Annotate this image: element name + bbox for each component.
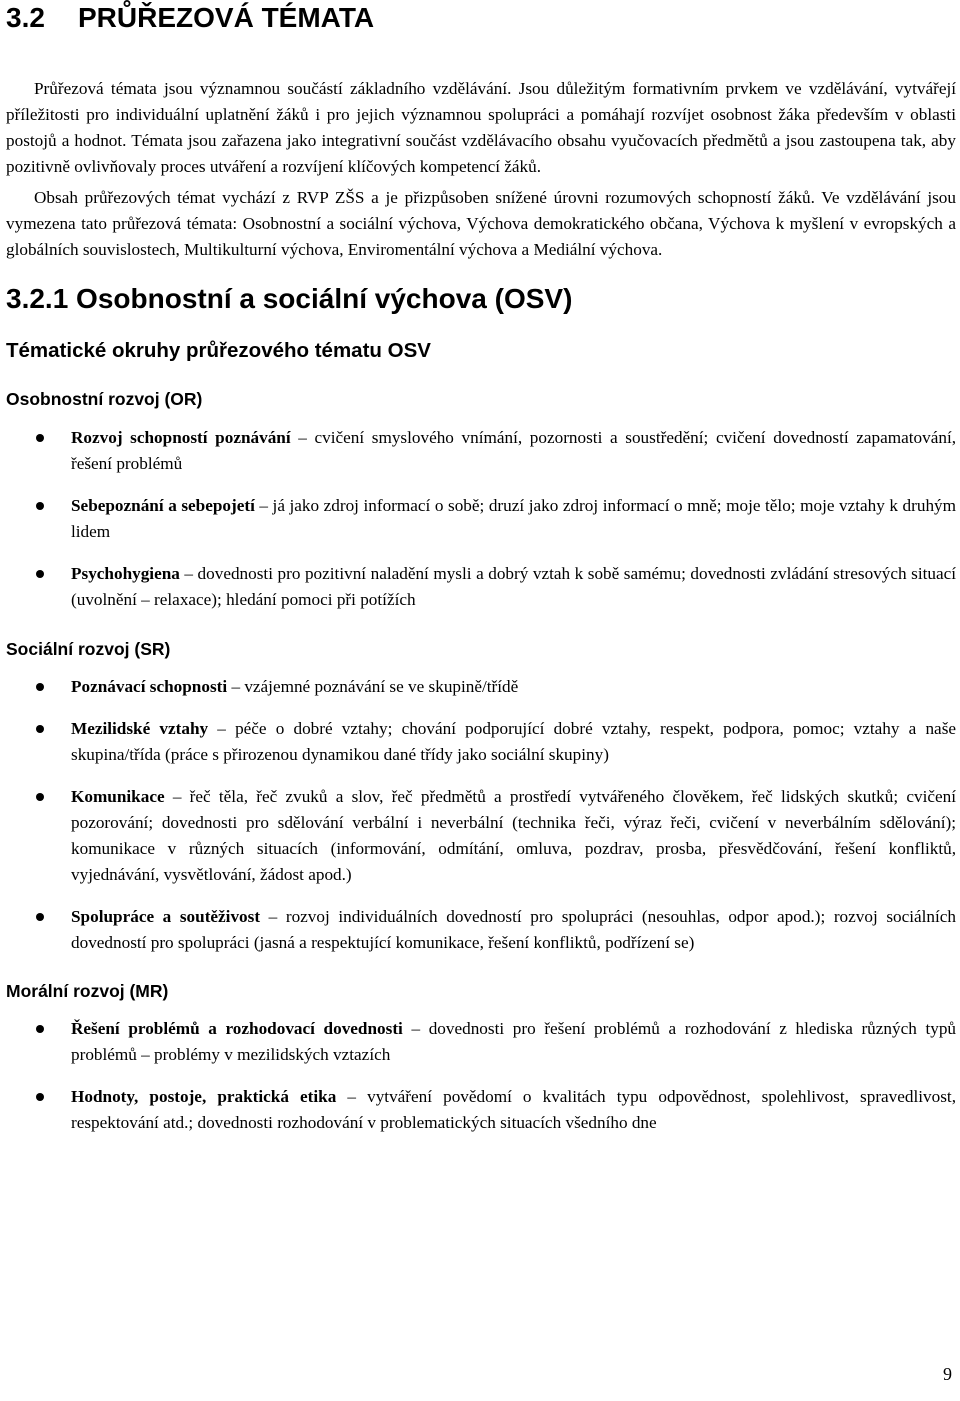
- bullet-icon: [36, 793, 44, 801]
- item-description: – vytváření povědomí o kvalitách typu odpovědnost, spolehlivost, spravedlivost, respektování atd.; dovednosti rozhodování v problematických situacích všedního dne: [71, 1087, 956, 1132]
- item-term: Rozvoj schopností poznávání: [71, 428, 291, 447]
- bullet-icon: [36, 913, 44, 921]
- bullet-icon: [36, 570, 44, 578]
- list-item: [6, 425, 956, 477]
- list-item: [6, 716, 956, 768]
- item-term: Hodnoty, postoje, praktická etika: [71, 1087, 337, 1106]
- section-heading: [6, 2, 956, 34]
- bullet-icon: [36, 683, 44, 691]
- item-description: – dovednosti pro řešení problémů a rozhodování z hlediska různých typů problémů – problémy v mezilidských vztazích: [71, 1019, 957, 1064]
- list-item: [6, 904, 956, 956]
- list-item: [6, 1016, 956, 1068]
- item-description: – dovednosti pro pozitivní naladění mysli a dobrý vztah k sobě samému; dovednosti zvládání stresových situací (uvolnění – relaxace); hledání pomoci při potížích: [71, 564, 956, 609]
- list-item: [6, 674, 956, 700]
- list-item: [6, 1084, 956, 1136]
- page-number: 9: [943, 1364, 952, 1384]
- bullet-icon: [36, 1093, 44, 1101]
- item-term: Sebepoznání a sebepojetí: [71, 496, 255, 515]
- item-term: Psychohygiena: [71, 564, 180, 583]
- list-item: [6, 493, 956, 545]
- list-item: [6, 561, 956, 613]
- item-term: Spolupráce a soutěživost: [71, 907, 261, 926]
- item-term: Poznávací schopnosti: [71, 677, 228, 696]
- item-description: – já jako zdroj informací o sobě; druzí jako zdroj informací o mně; moje tělo; moje vztahy k druhým lidem: [71, 496, 957, 541]
- item-term: Mezilidské vztahy: [71, 719, 209, 738]
- bullet-list-or: [6, 425, 956, 613]
- list-item: [6, 784, 956, 888]
- document-page: [6, 0, 956, 1152]
- item-term: Řešení problémů a rozhodovací dovednosti: [71, 1019, 403, 1038]
- item-description: – cvičení smyslového vnímání, pozornosti a soustředění; cvičení dovedností zapamatování, řešení problémů: [71, 428, 957, 473]
- item-description: – rozvoj individuálních dovedností pro spolupráci (nesouhlas, odpor apod.); rozvoj sociálních dovedností pro spolupráci (jasná a respektující komunikace, řešení konfliktů, podřízení se): [71, 907, 956, 952]
- intro-paragraph-1: Průřezová témata jsou významnou součástí základního vzdělávání. Jsou důležitým formativním prvkem ve vzdělávání, vytvářejí příležitosti pro individuální uplatnění žáků i pro jejich významnou spolupráci a pomáhají rozvíjet osobnost žáka především v oblasti postojů a hodnot. Témata jsou zařazena jako integrativní součást vzdělávacího obsahu vyučovacích předmětů a jsou zastoupena tak, aby pozitivně ovlivňovaly proces utváření a rozvíjení klíčových kompetencí žáků.: [6, 79, 956, 176]
- item-description: – řeč těla, řeč zvuků a slov, řeč předmětů a prostředí vytvářeného člověkem, řeč lidských skutků; cvičení pozorování; dovednosti pro sdělování verbální i neverbální (technika řeči, výraz řeči, cvičení v neverbálním sdělování); komunikace v různých situacích (informování, odmítání, omluva, pozdrav, prosba, přesvědčování, řešení konfliktů, vyjednávání, vysvětlování, žádost apod.): [71, 787, 956, 884]
- item-description: – vzájemné poznávání se ve skupině/třídě: [231, 677, 519, 696]
- bullet-list-mr: [6, 1016, 956, 1136]
- group-heading-sr: Sociální rozvoj (SR): [6, 639, 171, 659]
- group-heading-mr: Morální rozvoj (MR): [6, 981, 169, 1001]
- section-title: PRŮŘEZOVÁ TÉMATA: [78, 2, 375, 33]
- item-description: – péče o dobré vztahy; chování podporující dobré vztahy, respekt, podpora, pomoc; vztahy a naše skupina/třída (práce s přirozenou dynamikou dané třídy jako sociální skupiny): [71, 719, 957, 764]
- bullet-icon: [36, 1025, 44, 1033]
- group-heading-or: Osobnostní rozvoj (OR): [6, 389, 203, 409]
- bullet-list-sr: [6, 674, 956, 956]
- subsection-title: 3.2.1 Osobnostní a sociální výchova (OSV): [6, 283, 573, 314]
- bullet-icon: [36, 725, 44, 733]
- bullet-icon: [36, 502, 44, 510]
- intro-paragraph-2: Obsah průřezových témat vychází z RVP ZŠS a je přizpůsoben snížené úrovni rozumových schopností žáků. Ve vzdělávání jsou vymezena tato průřezová témata: Osobnostní a sociální výchova, Výchova demokratického občana, Výchova k myšlení v evropských a globálních souvislostech, Multikulturní výchova, Enviromentální výchova a Mediální výchova.: [6, 188, 956, 259]
- item-term: Komunikace: [71, 787, 165, 806]
- section-number: 3.2: [6, 2, 45, 33]
- topics-heading: Tématické okruhy průřezového tématu OSV: [6, 339, 431, 362]
- bullet-icon: [36, 434, 44, 442]
